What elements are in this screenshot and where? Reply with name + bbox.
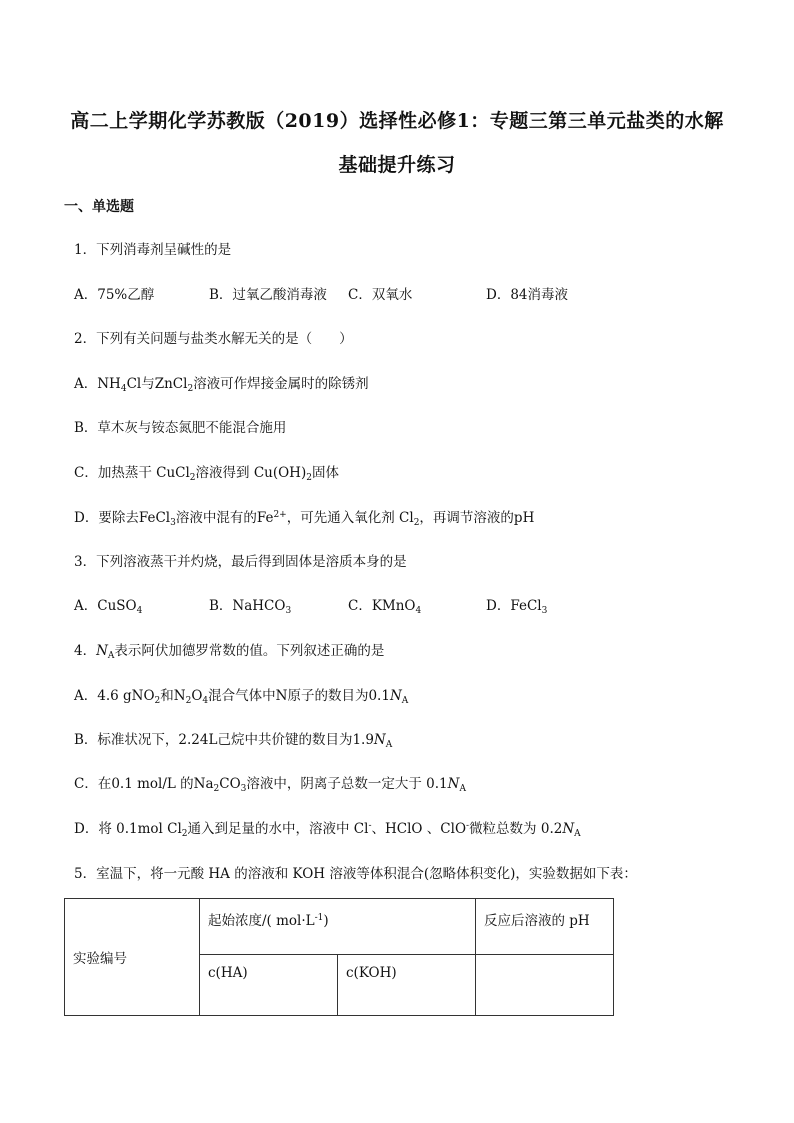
header-c-ha: c(HA) [200, 955, 338, 1016]
q3-option-b: B．NaHCO$_3$ [209, 598, 292, 616]
header-experiment-id: 实验编号 [65, 899, 200, 1016]
q3-option-c: C．KMnO$_4$ [348, 598, 422, 616]
header-c-koh: c(KOH) [338, 955, 476, 1016]
q2-option-d: D．要除去FeCl$_3$溶液中混有的$Fe^{2+}$，可先通入氧化剂 $Cl_2$，再调节溶液的pH [74, 510, 535, 528]
q4-option-b: B．标准状况下，2.24L己烷中共价键的数目为$1.9N_A$ [74, 732, 393, 750]
question-2-stem: 2．下列有关问题与盐类水解无关的是（ ） [74, 331, 353, 347]
q1-option-b: B．过氧乙酸消毒液 [209, 287, 327, 303]
header-initial-concentration: 起始浓度/( $mol\cdot L^{-1}$) [200, 899, 476, 955]
q3-option-a: A．CuSO$_4$ [74, 598, 143, 616]
q1-option-c: C．双氧水 [348, 287, 413, 303]
section-heading: 一、单选题 [64, 199, 134, 215]
q3-option-d: D．FeCl$_3$ [486, 598, 548, 616]
experiment-data-table [64, 898, 614, 1016]
q4-option-a: A．4.6 gNO$_2$和$N_2O_4$混合气体中N原子的数目为$0.1N_A$ [74, 688, 409, 706]
document-title-line1: 高二上学期化学苏教版（2019）选择性必修1：专题三第三单元盐类的水解 [70, 110, 724, 132]
q2-option-c: C．加热蒸干 CuCl$_2$溶液得到 $Cu(OH)_2$固体 [74, 465, 339, 483]
q1-option-a: A．75%乙醇 [74, 287, 155, 303]
q4-option-d: D．将 0.1mol $Cl_2$通入到足量的水中，溶液中 Cl-、HClO 、ClO-微粒总数为 $0.2N_A$ [74, 821, 581, 839]
document-title-line2: 基础提升练习 [338, 154, 456, 176]
q1-option-d: D．84消毒液 [486, 287, 569, 303]
q2-option-a: A．$NH_4Cl$与ZnCl$_2$溶液可作焊接金属时的除锈剂 [74, 376, 369, 394]
question-1-stem: 1．下列消毒剂呈碱性的是 [74, 242, 232, 258]
header-ph-after-reaction: 反应后溶液的 pH [476, 899, 614, 955]
question-3-stem: 3．下列溶液蒸干并灼烧，最后得到固体是溶质本身的是 [74, 554, 407, 570]
q2-option-b: B．草木灰与铵态氮肥不能混合施用 [74, 420, 287, 436]
question-4-stem: 4．$N_A$表示阿伏加德罗常数的值。下列叙述正确的是 [74, 643, 385, 661]
q4-option-c: C．在0.1 mol/L 的$Na_2CO_3$溶液中，阴离子总数一定大于 $0.1N_A$ [74, 776, 466, 794]
empty-cell [476, 955, 614, 1016]
question-5-stem: 5．室温下，将一元酸 HA 的溶液和 KOH 溶液等体积混合(忽略体积变化)，实验数据如下表： [74, 866, 637, 882]
